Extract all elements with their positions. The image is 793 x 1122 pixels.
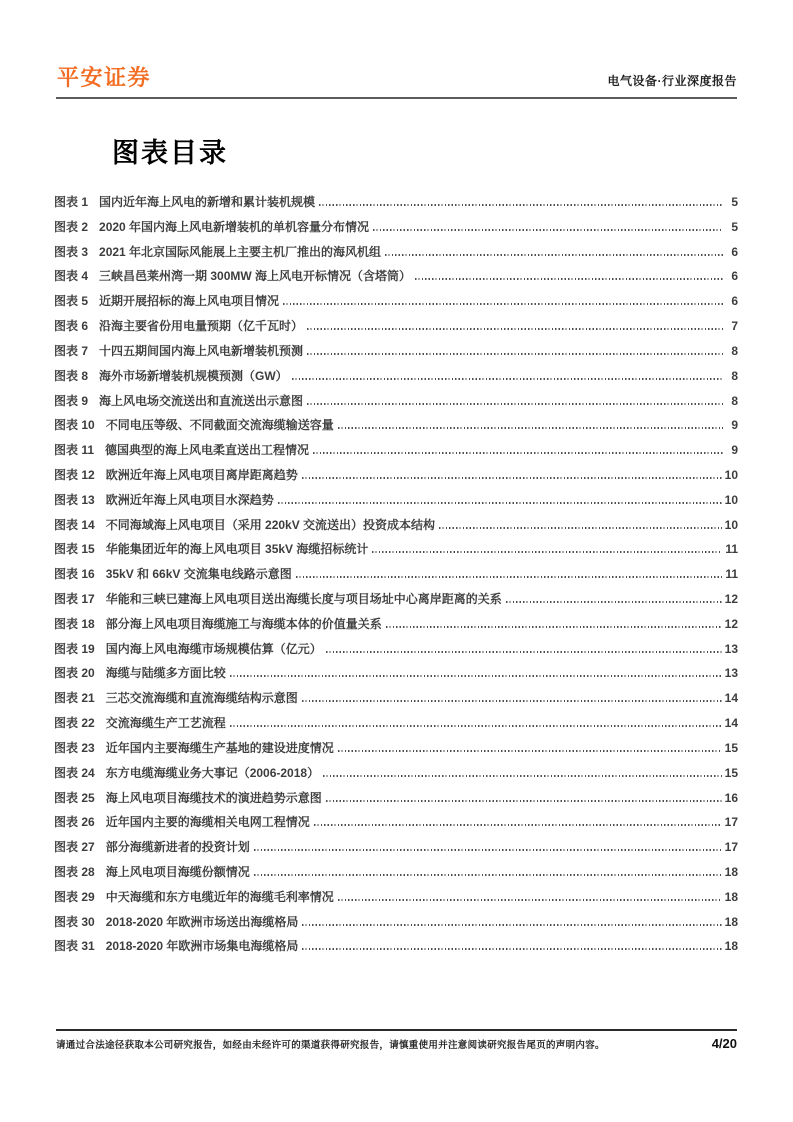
figure-title: 国内海上风电海缆市场规模估算（亿元） <box>105 641 322 656</box>
dot-leader <box>254 849 722 851</box>
figure-page-number: 6 <box>731 269 738 284</box>
dot-leader <box>307 353 723 355</box>
dot-leader <box>372 551 722 553</box>
figure-label: 图表 20 <box>54 666 95 681</box>
figure-title: 三芯交流海缆和直流海缆结构示意图 <box>105 691 298 706</box>
toc-entry[interactable] <box>54 562 738 587</box>
figure-title: 2021 年北京国际风能展上主要主机厂推出的海风机组 <box>99 244 382 259</box>
dot-leader <box>338 750 722 752</box>
toc-entry[interactable] <box>54 339 738 364</box>
dot-leader <box>338 427 723 429</box>
figure-label: 图表 31 <box>54 939 95 954</box>
figure-page-number: 17 <box>724 815 738 830</box>
figure-label: 图表 4 <box>54 269 89 284</box>
figure-title: 海上风电项目海缆技术的演进趋势示意图 <box>105 790 322 805</box>
toc-entry[interactable] <box>54 910 738 935</box>
figure-page-number: 5 <box>731 219 738 234</box>
dot-leader <box>314 824 722 826</box>
figure-title: 不同海域海上风电项目（采用 220kV 交流送出）投资成本结构 <box>105 517 436 532</box>
disclaimer-text: 请通过合法途径获取本公司研究报告，如经由未经许可的渠道获得研究报告，请慎重使用并注意阅读研究报告尾页的声明内容。 <box>56 1040 605 1051</box>
figure-title: 2020 年国内海上风电新增装机的单机容量分布情况 <box>99 219 370 234</box>
dot-leader <box>278 502 722 504</box>
figure-label: 图表 1 <box>54 195 89 209</box>
figure-label: 图表 5 <box>54 294 89 309</box>
figure-label: 图表 28 <box>54 864 95 879</box>
figure-page-number: 8 <box>731 343 738 358</box>
dot-leader <box>323 775 722 777</box>
toc-entry[interactable] <box>54 587 738 612</box>
toc-entry[interactable] <box>54 264 738 289</box>
toc-entry[interactable] <box>54 389 738 414</box>
toc-entry[interactable] <box>54 711 738 736</box>
figure-page-number: 6 <box>731 294 738 309</box>
dot-leader <box>326 800 722 802</box>
dot-leader <box>302 477 722 479</box>
figure-title: 海上风电场交流送出和直流送出示意图 <box>99 393 304 408</box>
dot-leader <box>254 874 722 876</box>
dot-leader <box>302 700 722 702</box>
figure-title: 近期开展招标的海上风电项目情况 <box>99 294 280 309</box>
dot-leader <box>292 378 723 380</box>
figure-label: 图表 16 <box>54 567 95 582</box>
figure-title: 交流海缆生产工艺流程 <box>105 716 226 731</box>
dot-leader <box>506 601 722 603</box>
figure-label: 图表 22 <box>54 716 95 731</box>
toc-entry[interactable] <box>54 885 738 910</box>
figure-title: 欧洲近年海上风电项目离岸距离趋势 <box>105 467 298 482</box>
figure-label: 图表 10 <box>54 418 95 433</box>
figure-label: 图表 11 <box>54 443 95 458</box>
figure-title: 国内近年海上风电的新增和累计装机规模 <box>99 195 316 209</box>
figure-page-number: 13 <box>724 641 738 656</box>
figure-label: 图表 25 <box>54 790 95 805</box>
figure-title: 欧洲近年海上风电项目水深趋势 <box>105 492 274 507</box>
figure-page-number: 6 <box>731 244 738 259</box>
figure-page-number: 13 <box>724 666 738 681</box>
figure-label: 图表 26 <box>54 815 95 830</box>
dot-leader <box>373 229 723 231</box>
figure-page-number: 8 <box>731 393 738 408</box>
figure-toc-list <box>54 190 738 959</box>
figure-title: 2018-2020 年欧洲市场送出海缆格局 <box>105 914 299 929</box>
toc-entry[interactable] <box>54 686 738 711</box>
figure-page-number: 9 <box>731 443 738 458</box>
toc-entry[interactable] <box>54 810 738 835</box>
toc-entry[interactable] <box>54 513 738 538</box>
dot-leader <box>439 527 722 529</box>
figure-title: 华能集团近年的海上风电项目 35kV 海缆招标统计 <box>105 542 369 557</box>
figure-title: 部分海上风电项目海缆施工与海缆本体的价值量关系 <box>105 616 382 631</box>
toc-entry[interactable] <box>54 240 738 265</box>
toc-entry[interactable] <box>54 736 738 761</box>
toc-entry[interactable] <box>54 786 738 811</box>
toc-entry[interactable] <box>54 488 738 513</box>
figure-title: 十四五期间国内海上风电新增装机预测 <box>99 343 304 358</box>
figure-page-number: 5 <box>731 195 738 209</box>
figure-title: 2018-2020 年欧洲市场集电海缆格局 <box>105 939 299 954</box>
figure-title: 沿海主要省份用电量预期（亿千瓦时） <box>99 319 304 334</box>
dot-leader <box>386 626 722 628</box>
figure-title: 中天海缆和东方电缆近年的海缆毛利率情况 <box>105 889 334 904</box>
dot-leader <box>283 303 723 305</box>
figure-title: 海缆与陆缆多方面比较 <box>105 666 226 681</box>
figure-title: 35kV 和 66kV 交流集电线路示意图 <box>105 567 292 582</box>
figure-label: 图表 27 <box>54 840 95 855</box>
figure-title: 不同电压等级、不同截面交流海缆输送容量 <box>105 418 334 433</box>
figure-label: 图表 12 <box>54 467 95 482</box>
figure-page-number: 18 <box>724 889 738 904</box>
figure-label: 图表 21 <box>54 691 95 706</box>
page-footer <box>56 1036 737 1051</box>
figure-label: 图表 23 <box>54 740 95 755</box>
figure-page-number: 17 <box>724 840 738 855</box>
figure-page-number: 10 <box>724 517 738 532</box>
figure-label: 图表 29 <box>54 889 95 904</box>
toc-entry[interactable] <box>54 537 738 562</box>
figure-label: 图表 3 <box>54 244 89 259</box>
figure-page-number: 7 <box>731 319 738 334</box>
figure-label: 图表 9 <box>54 393 89 408</box>
figure-label: 图表 17 <box>54 592 95 606</box>
toc-entry[interactable] <box>54 463 738 488</box>
figure-title: 近年国内主要的海缆相关电网工程情况 <box>105 815 310 830</box>
toc-entry[interactable] <box>54 364 738 389</box>
figure-page-number: 11 <box>725 542 738 557</box>
figure-title: 华能和三峡已建海上风电项目送出海缆长度与项目场址中心离岸距离的关系 <box>105 592 502 606</box>
figure-title: 海外市场新增装机规模预测（GW） <box>99 368 288 383</box>
toc-entry[interactable] <box>54 661 738 686</box>
page-number-indicator: 4/20 <box>711 1036 737 1051</box>
figure-page-number: 10 <box>724 467 738 482</box>
dot-leader <box>302 924 721 926</box>
figure-page-number: 15 <box>724 765 738 780</box>
dot-leader <box>326 651 722 653</box>
figure-title: 部分海缆新进者的投资计划 <box>105 840 250 855</box>
figure-page-number: 8 <box>731 368 738 383</box>
toc-entry[interactable] <box>54 637 738 662</box>
toc-entry[interactable] <box>54 190 738 215</box>
figure-page-number: 15 <box>724 740 738 755</box>
figure-title: 海上风电项目海缆份额情况 <box>105 864 250 879</box>
toc-entry[interactable] <box>54 413 738 438</box>
dot-leader <box>302 948 721 950</box>
figure-page-number: 14 <box>724 691 738 706</box>
figure-page-number: 9 <box>731 418 738 433</box>
dot-leader <box>319 204 723 206</box>
toc-entry[interactable] <box>54 835 738 860</box>
figure-title: 东方电缆海缆业务大事记（2006-2018） <box>105 765 320 780</box>
report-type-label: 电气设备·行业深度报告 <box>607 74 737 88</box>
dot-leader <box>230 675 722 677</box>
figure-page-number: 18 <box>724 914 738 929</box>
toc-entry[interactable] <box>54 289 738 314</box>
dot-leader <box>307 328 723 330</box>
figure-label: 图表 13 <box>54 492 95 507</box>
figure-label: 图表 15 <box>54 542 95 557</box>
toc-entry[interactable] <box>54 860 738 885</box>
dot-leader <box>415 278 723 280</box>
dot-leader <box>338 899 722 901</box>
figure-label: 图表 24 <box>54 765 95 780</box>
figure-label: 图表 7 <box>54 343 89 358</box>
figure-label: 图表 8 <box>54 368 89 383</box>
figure-page-number: 16 <box>724 790 738 805</box>
toc-entry[interactable] <box>54 438 738 463</box>
figure-title: 德国典型的海上风电柔直送出工程情况 <box>105 443 310 458</box>
figure-title: 三峡昌邑莱州湾一期 300MW 海上风电开标情况（含塔筒） <box>99 269 412 284</box>
figure-label: 图表 14 <box>54 517 95 532</box>
figure-page-number: 18 <box>724 939 738 954</box>
figure-title: 近年国内主要海缆生产基地的建设进度情况 <box>105 740 334 755</box>
figure-label: 图表 30 <box>54 914 95 929</box>
figure-label: 图表 18 <box>54 616 95 631</box>
figure-page-number: 14 <box>724 716 738 731</box>
toc-entry[interactable] <box>54 215 738 240</box>
toc-entry[interactable] <box>54 612 738 637</box>
dot-leader <box>385 254 723 256</box>
figure-page-number: 12 <box>724 592 738 606</box>
figure-page-number: 10 <box>724 492 738 507</box>
brand-logo: 平安证券 <box>57 65 152 90</box>
toc-entry[interactable] <box>54 314 738 339</box>
header-divider <box>56 97 737 99</box>
figure-page-number: 18 <box>724 864 738 879</box>
figure-label: 图表 6 <box>54 319 89 334</box>
page-title: 图表目录 <box>112 138 228 168</box>
footer-divider <box>56 1029 737 1031</box>
dot-leader <box>296 576 723 578</box>
dot-leader <box>230 725 722 727</box>
figure-label: 图表 2 <box>54 219 89 234</box>
figure-label: 图表 19 <box>54 641 95 656</box>
dot-leader <box>313 452 723 454</box>
dot-leader <box>307 403 723 405</box>
figure-page-number: 12 <box>724 616 738 631</box>
toc-entry[interactable] <box>54 934 738 959</box>
toc-entry[interactable] <box>54 761 738 786</box>
figure-page-number: 11 <box>725 567 738 582</box>
